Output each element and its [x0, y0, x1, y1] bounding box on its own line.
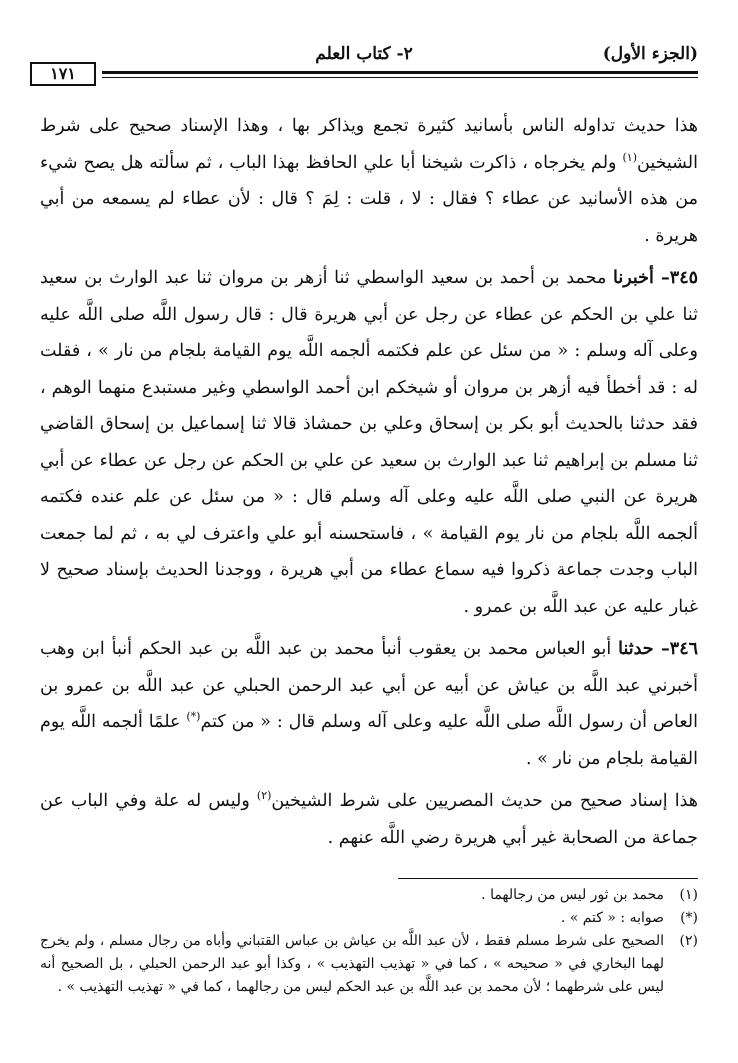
footnote-separator: [398, 878, 698, 879]
hadith-lead-word: حدثنا: [618, 639, 654, 659]
text-run: وليس له علة وفي الباب عن جماعة من الصحابة غير أبي هريرة رضي اللَّه عنهم .: [40, 791, 698, 848]
page-number: ١٧١: [50, 64, 76, 83]
footnote-ref-2: (٢): [256, 789, 272, 803]
hadith-345: [40, 260, 698, 625]
footnote-text: الصحيح على شرط مسلم فقط ، لأن عبد اللَّه بن عياش بن عباس القتباني وأباه من رجال مسلم ، ولم يخرج لهما البخاري في « صحيحه » ، كما في « تهذيب التهذيب » ، وكذا أبو عبد الرحمن الحبلي ، بل الصحيح أنه ليس على شرطهما ؛ لأن محمد بن عبد اللَّه بن عبد الحكم ليس من رجالهما ، كما في « تهذيب التهذيب » .: [40, 933, 664, 995]
volume-label: (الجزء الأول): [602, 44, 698, 64]
page-number-box: [30, 62, 96, 86]
footnote: [40, 930, 698, 999]
footnote-mark: (٢): [679, 933, 698, 949]
footnote-text: محمد بن ثور ليس من رجالهما .: [481, 887, 664, 903]
hadith-text: أبو العباس محمد بن يعقوب أنبأ محمد بن عبد اللَّه بن عبد الحكم أنبأ ابن وهب أخبرني عبد اللَّه بن عياش عن أبيه عن أبي عبد الرحمن الحبلي عن عبد اللَّه بن عمرو بن العاص أن رسول اللَّه صلى اللَّه عليه وعلى آله وسلم قال : « من كتم: [40, 639, 699, 732]
main-text: [40, 108, 698, 862]
hadith-346: [40, 631, 698, 777]
footnote-mark: (١): [679, 887, 698, 903]
text-run: ولم يخرجاه ، ذاكرت شيخنا أبا علي الحافظ بهذا الباب ، ثم سألته هل يصح شيء من هذه الأسانيد عن عطاء ؟ فقال : لا ، قلت : لِمَ ؟ قال : لأن عطاء لم يسمعه من أبي هريرة .: [40, 152, 698, 246]
header-rule-thick: [102, 71, 698, 74]
hadith-text: علمًا ألجمه اللَّه يوم القيامة بلجام من نار » .: [40, 712, 698, 769]
paragraph-commentary: [40, 108, 698, 254]
book-title: ٢- كتاب العلم: [315, 44, 413, 64]
paragraph-commentary: [40, 783, 698, 856]
hadith-text: محمد بن أحمد بن سعيد الواسطي ثنا أزهر بن مروان ثنا عبد الوارث بن سعيد ثنا علي بن الحكم عن عطاء عن رجل عن أبي هريرة قال : قال رسول اللَّه صلى اللَّه عليه وعلى آله وسلم : « من سئل عن علم فكتمه ألجمه اللَّه يوم القيامة بلجام من نار » ، فقلت له : قد أخطأ فيه أزهر بن مروان أو شيخكم ابن أحمد الواسطي وغير مستبدع منهما الوهم ، فقد حدثنا بالحديث أبو بكر بن إسحاق وعلي بن حمشاذ قالا ثنا إسماعيل بن إسحاق القاضي ثنا مسلم بن إبراهيم ثنا عبد الوارث بن سعيد عن علي بن الحكم عن رجل عن عطاء عن أبي هريرة عن النبي صلى اللَّه عليه وعلى آله وسلم قال : « من سئل عن علم عنده فكتمه ألجمه اللَّه بلجام من نار يوم القيامة » ، فاستحسنه أبو علي واعترف لي به ، ثم لما جمعت الباب وجدت جماعة ذكروا فيه سماع عطاء من أبي هريرة ، ووجدنا الحديث بإسناد صحيح لا غبار عليه عن عبد اللَّه بن عمرو .: [40, 268, 698, 617]
page-header: [30, 44, 698, 94]
footnote-ref-star: (*): [186, 710, 201, 724]
footnote-text: صوابه : « كتم » .: [560, 910, 664, 926]
footnote-mark: (*): [680, 910, 698, 926]
text-run: هذا حديث تداوله الناس بأسانيد كثيرة تجمع ويذاكر بها ، وهذا الإسناد صحيح على شرط الشيخين: [40, 116, 698, 173]
footnote: [40, 884, 698, 907]
footnote-ref-1: (١): [622, 150, 637, 164]
text-run: هذا إسناد صحيح من حديث المصريين على شرط الشيخين: [271, 791, 699, 811]
hadith-number: ٣٤٥–: [653, 268, 698, 288]
hadith-lead-word: أخبرنا: [613, 268, 654, 288]
hadith-number: ٣٤٦–: [653, 639, 698, 659]
footnotes: [40, 884, 698, 999]
footnote: [40, 907, 698, 930]
header-rule-thin: [102, 77, 698, 78]
